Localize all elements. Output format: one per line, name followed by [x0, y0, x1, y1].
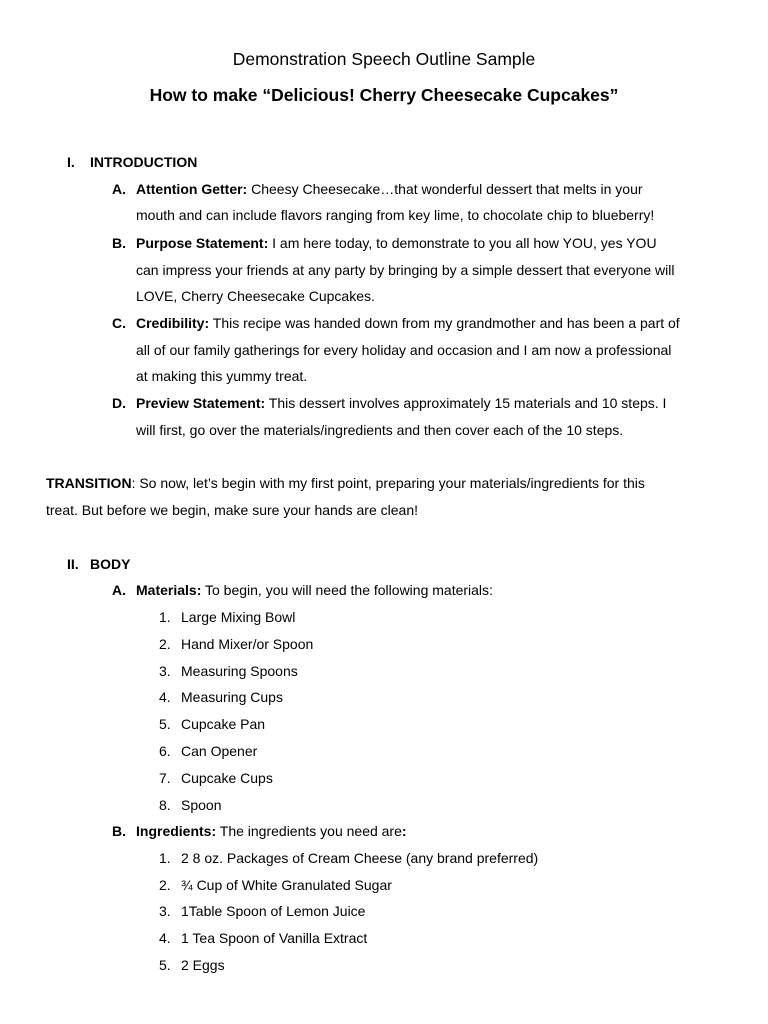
transition-text: : So now, let’s begin with my first point, preparing your materials/ingredients for this	[131, 475, 645, 491]
marker-credibility: C.	[112, 315, 126, 331]
ingredients-item-num: 4.	[159, 930, 171, 946]
attention-getter-line-1	[136, 180, 643, 198]
ingredients-text: The ingredients you need are	[216, 823, 402, 839]
ingredients-item: ¾ Cup of White Granulated Sugar	[181, 877, 392, 893]
marker-ingredients: B.	[112, 823, 126, 839]
materials-item-num: 2.	[159, 636, 171, 652]
ingredients-line	[136, 822, 407, 840]
ingredients-item: 1Table Spoon of Lemon Juice	[181, 903, 366, 919]
attention-getter-line-2: mouth and can include flavors ranging from key lime, to chocolate chip to blueberry!	[136, 207, 655, 223]
credibility-text: This recipe was handed down from my grandmother and has been a part of	[209, 315, 680, 331]
materials-line	[136, 581, 493, 599]
credibility-line-2: all of our family gatherings for every holiday and occasion and I am now a professional	[136, 342, 672, 358]
ingredients-item-num: 5.	[159, 957, 171, 973]
purpose-line-1	[136, 234, 657, 252]
section-heading-body: BODY	[90, 556, 131, 572]
materials-item-num: 1.	[159, 609, 171, 625]
ingredients-item-num: 3.	[159, 903, 171, 919]
materials-item-num: 8.	[159, 797, 171, 813]
purpose-text: I am here today, to demonstrate to you all how YOU, yes YOU	[268, 235, 657, 251]
materials-item: Measuring Spoons	[181, 663, 298, 679]
purpose-line-2: can impress your friends at any party by bringing by a simple dessert that everyone will	[136, 262, 675, 278]
attention-getter-text: Cheesy Cheesecake…that wonderful dessert that melts in your	[247, 181, 643, 197]
transition-label: TRANSITION	[46, 475, 132, 491]
marker-preview: D.	[112, 395, 126, 411]
credibility-line-1	[136, 314, 680, 332]
materials-item-num: 5.	[159, 716, 171, 732]
attention-getter-label: Attention Getter:	[136, 181, 248, 197]
ingredients-colon: :	[401, 823, 407, 839]
materials-item: Cupcake Cups	[181, 770, 273, 786]
purpose-line-3: LOVE, Cherry Cheesecake Cupcakes.	[136, 288, 375, 304]
section-numeral-body: II.	[67, 556, 79, 572]
preview-line-2: will first, go over the materials/ingredients and then cover each of the 10 steps.	[136, 422, 624, 438]
materials-item: Can Opener	[181, 743, 258, 759]
ingredients-item-num: 2.	[159, 877, 171, 893]
preview-label: Preview Statement:	[136, 395, 266, 411]
credibility-line-3: at making this yummy treat.	[136, 368, 308, 384]
materials-item-num: 6.	[159, 743, 171, 759]
materials-item: Cupcake Pan	[181, 716, 266, 732]
ingredients-item: 2 Eggs	[181, 957, 225, 973]
ingredients-item: 2 8 oz. Packages of Cream Cheese (any brand preferred)	[181, 850, 539, 866]
materials-item: Hand Mixer/or Spoon	[181, 636, 314, 652]
materials-text: To begin, you will need the following materials:	[201, 582, 493, 598]
materials-label: Materials:	[136, 582, 202, 598]
marker-materials: A.	[112, 582, 126, 598]
transition-line-1	[46, 474, 645, 492]
materials-item: Measuring Cups	[181, 689, 283, 705]
materials-item: Large Mixing Bowl	[181, 609, 296, 625]
ingredients-item: 1 Tea Spoon of Vanilla Extract	[181, 930, 368, 946]
materials-item: Spoon	[181, 797, 222, 813]
document-title: Demonstration Speech Outline Sample	[232, 49, 536, 69]
section-heading-intro: INTRODUCTION	[90, 154, 198, 170]
purpose-label: Purpose Statement:	[136, 235, 269, 251]
preview-line-1	[136, 394, 666, 412]
document-subtitle: How to make “Delicious! Cherry Cheesecake Cupcakes”	[149, 85, 619, 105]
marker-attention: A.	[112, 181, 126, 197]
preview-text: This dessert involves approximately 15 materials and 10 steps. I	[265, 395, 667, 411]
ingredients-item-num: 1.	[159, 850, 171, 866]
materials-item-num: 4.	[159, 689, 171, 705]
marker-purpose: B.	[112, 235, 126, 251]
credibility-label: Credibility:	[136, 315, 210, 331]
transition-line-2: treat. But before we begin, make sure your hands are clean!	[46, 502, 418, 518]
materials-item-num: 7.	[159, 770, 171, 786]
ingredients-label: Ingredients:	[136, 823, 217, 839]
materials-item-num: 3.	[159, 663, 171, 679]
section-numeral-intro: I.	[67, 154, 75, 170]
